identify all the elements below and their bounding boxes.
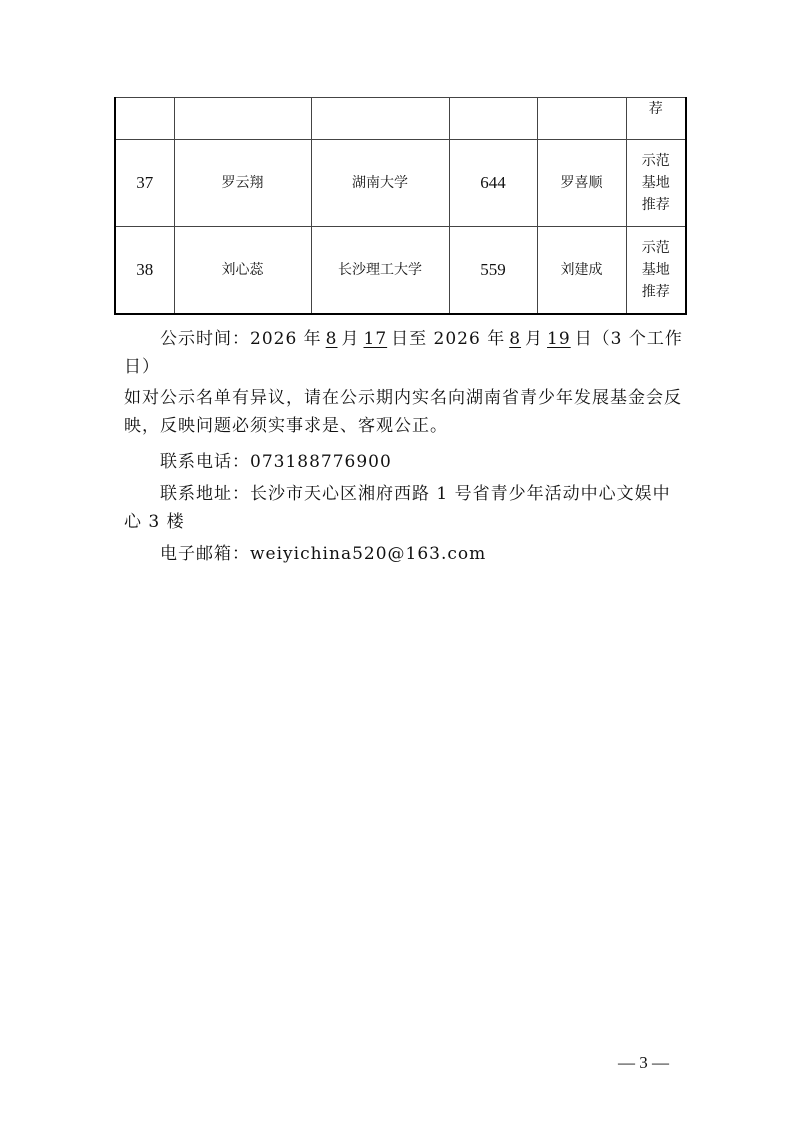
exam-score: 559 (449, 227, 537, 314)
row-number: 38 (115, 227, 174, 314)
table-row (115, 140, 686, 227)
table-row-continued (115, 98, 686, 140)
page-number: — 3 — (618, 1053, 669, 1072)
contact-email: 电子邮箱：weiyichina520@163.com (160, 544, 487, 564)
recipient-table (114, 97, 687, 315)
guardian-name: 罗喜顺 (537, 140, 626, 227)
student-name: 罗云翔 (174, 140, 311, 227)
end-month: 8 (509, 329, 522, 349)
exam-score: 644 (449, 140, 537, 227)
school-name: 湖南大学 (311, 140, 449, 227)
end-day: 19 (547, 329, 571, 349)
objection-notice: 如对公示名单有异议，请在公示期内实名向湖南省青少年发展基金会反映，反映问题必须实事求是、客观公正。 (124, 388, 682, 436)
table-row (115, 227, 686, 314)
contact-phone: 联系电话：073188776900 (160, 452, 392, 472)
school-name: 长沙理工大学 (311, 227, 449, 314)
start-day: 17 (363, 329, 388, 349)
publicity-period: 公示时间：2026 年 8 月 17 日至 2026 年 8 月 19 日（3 个工作日） (124, 329, 683, 377)
source-cell: 荐 (626, 98, 686, 140)
start-month: 8 (325, 329, 338, 349)
student-name: 刘心蕊 (174, 227, 311, 314)
contact-address: 联系地址：长沙市天心区湘府西路 1 号省青少年活动中心文娱中心 3 楼 (124, 484, 671, 532)
row-number: 37 (115, 140, 174, 227)
recommend-source: 示范 基地 推荐 (626, 140, 686, 227)
recommend-source: 示范 基地 推荐 (626, 227, 686, 314)
guardian-name: 刘建成 (537, 227, 626, 314)
